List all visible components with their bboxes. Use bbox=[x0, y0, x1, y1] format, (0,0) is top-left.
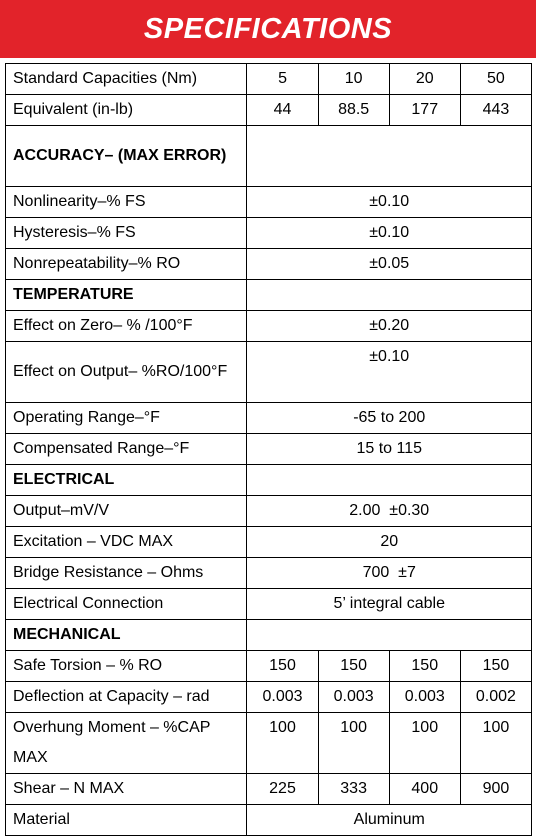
shear-cell: 225 bbox=[247, 774, 318, 805]
equivalent-cell: 88.5 bbox=[318, 95, 389, 126]
empty-cell bbox=[247, 620, 532, 651]
table-row bbox=[6, 434, 532, 465]
effect-output-value: ±0.10 bbox=[247, 342, 532, 403]
operating-range-value: -65 to 200 bbox=[247, 403, 532, 434]
equivalent-cell: 443 bbox=[460, 95, 531, 126]
deflection-cell: 0.003 bbox=[318, 682, 389, 713]
electrical-connection-label: Electrical Connection bbox=[6, 589, 247, 620]
capacity-cell: 50 bbox=[460, 64, 531, 95]
deflection-label: Deflection at Capacity – rad bbox=[6, 682, 247, 713]
mechanical-heading: MECHANICAL bbox=[6, 620, 247, 651]
equivalent-cell: 44 bbox=[247, 95, 318, 126]
capacity-cell: 10 bbox=[318, 64, 389, 95]
capacities-label: Standard Capacities (Nm) bbox=[6, 64, 247, 95]
shear-cell: 400 bbox=[389, 774, 460, 805]
safe-torsion-cell: 150 bbox=[318, 651, 389, 682]
nonrepeatability-value: ±0.05 bbox=[247, 249, 532, 280]
material-value: Aluminum bbox=[247, 805, 532, 836]
empty-cell bbox=[247, 465, 532, 496]
safe-torsion-cell: 150 bbox=[389, 651, 460, 682]
operating-range-label: Operating Range–°F bbox=[6, 403, 247, 434]
deflection-cell: 0.002 bbox=[460, 682, 531, 713]
empty-cell bbox=[247, 280, 532, 311]
nonrepeatability-label: Nonrepeatability–% RO bbox=[6, 249, 247, 280]
bridge-resistance-value: 700 ±7 bbox=[247, 558, 532, 589]
safe-torsion-cell: 150 bbox=[460, 651, 531, 682]
table-row bbox=[6, 218, 532, 249]
nonlinearity-label: Nonlinearity–% FS bbox=[6, 187, 247, 218]
specifications-table bbox=[5, 63, 532, 836]
nonlinearity-value: ±0.10 bbox=[247, 187, 532, 218]
deflection-cell: 0.003 bbox=[389, 682, 460, 713]
electrical-heading: ELECTRICAL bbox=[6, 465, 247, 496]
accuracy-heading: ACCURACY– (MAX ERROR) bbox=[6, 126, 247, 187]
effect-zero-label: Effect on Zero– % /100°F bbox=[6, 311, 247, 342]
shear-label: Shear – N MAX bbox=[6, 774, 247, 805]
overhung-moment-cell: 100 bbox=[247, 713, 318, 774]
table-row bbox=[6, 342, 532, 403]
table-row bbox=[6, 64, 532, 95]
equivalent-label: Equivalent (in-lb) bbox=[6, 95, 247, 126]
capacity-cell: 20 bbox=[389, 64, 460, 95]
hysteresis-label: Hysteresis–% FS bbox=[6, 218, 247, 249]
table-row bbox=[6, 589, 532, 620]
table-row bbox=[6, 95, 532, 126]
safe-torsion-cell: 150 bbox=[247, 651, 318, 682]
table-row bbox=[6, 126, 532, 187]
shear-cell: 900 bbox=[460, 774, 531, 805]
overhung-moment-cell: 100 bbox=[318, 713, 389, 774]
bridge-resistance-label: Bridge Resistance – Ohms bbox=[6, 558, 247, 589]
capacity-cell: 5 bbox=[247, 64, 318, 95]
table-row bbox=[6, 403, 532, 434]
table-row bbox=[6, 774, 532, 805]
effect-zero-value: ±0.20 bbox=[247, 311, 532, 342]
table-row bbox=[6, 527, 532, 558]
excitation-label: Excitation – VDC MAX bbox=[6, 527, 247, 558]
table-row bbox=[6, 187, 532, 218]
overhung-moment-cell: 100 bbox=[389, 713, 460, 774]
table-row bbox=[6, 465, 532, 496]
shear-cell: 333 bbox=[318, 774, 389, 805]
equivalent-cell: 177 bbox=[389, 95, 460, 126]
deflection-cell: 0.003 bbox=[247, 682, 318, 713]
title-banner bbox=[0, 0, 536, 58]
table-row bbox=[6, 311, 532, 342]
table-row bbox=[6, 249, 532, 280]
table-row bbox=[6, 280, 532, 311]
excitation-value: 20 bbox=[247, 527, 532, 558]
compensated-range-value: 15 to 115 bbox=[247, 434, 532, 465]
page-title: SPECIFICATIONS bbox=[143, 12, 393, 45]
table-row bbox=[6, 713, 532, 774]
temperature-heading: TEMPERATURE bbox=[6, 280, 247, 311]
effect-output-label: Effect on Output– %RO/100°F bbox=[6, 342, 247, 403]
empty-cell bbox=[247, 126, 532, 187]
hysteresis-value: ±0.10 bbox=[247, 218, 532, 249]
output-value: 2.00 ±0.30 bbox=[247, 496, 532, 527]
table-row bbox=[6, 496, 532, 527]
overhung-moment-cell: 100 bbox=[460, 713, 531, 774]
output-label: Output–mV/V bbox=[6, 496, 247, 527]
table-row bbox=[6, 558, 532, 589]
electrical-connection-value: 5’ integral cable bbox=[247, 589, 532, 620]
overhung-moment-label: Overhung Moment – %CAP MAX bbox=[6, 713, 247, 774]
material-label: Material bbox=[6, 805, 247, 836]
table-row bbox=[6, 620, 532, 651]
safe-torsion-label: Safe Torsion – % RO bbox=[6, 651, 247, 682]
table-row bbox=[6, 682, 532, 713]
table-row bbox=[6, 651, 532, 682]
compensated-range-label: Compensated Range–°F bbox=[6, 434, 247, 465]
